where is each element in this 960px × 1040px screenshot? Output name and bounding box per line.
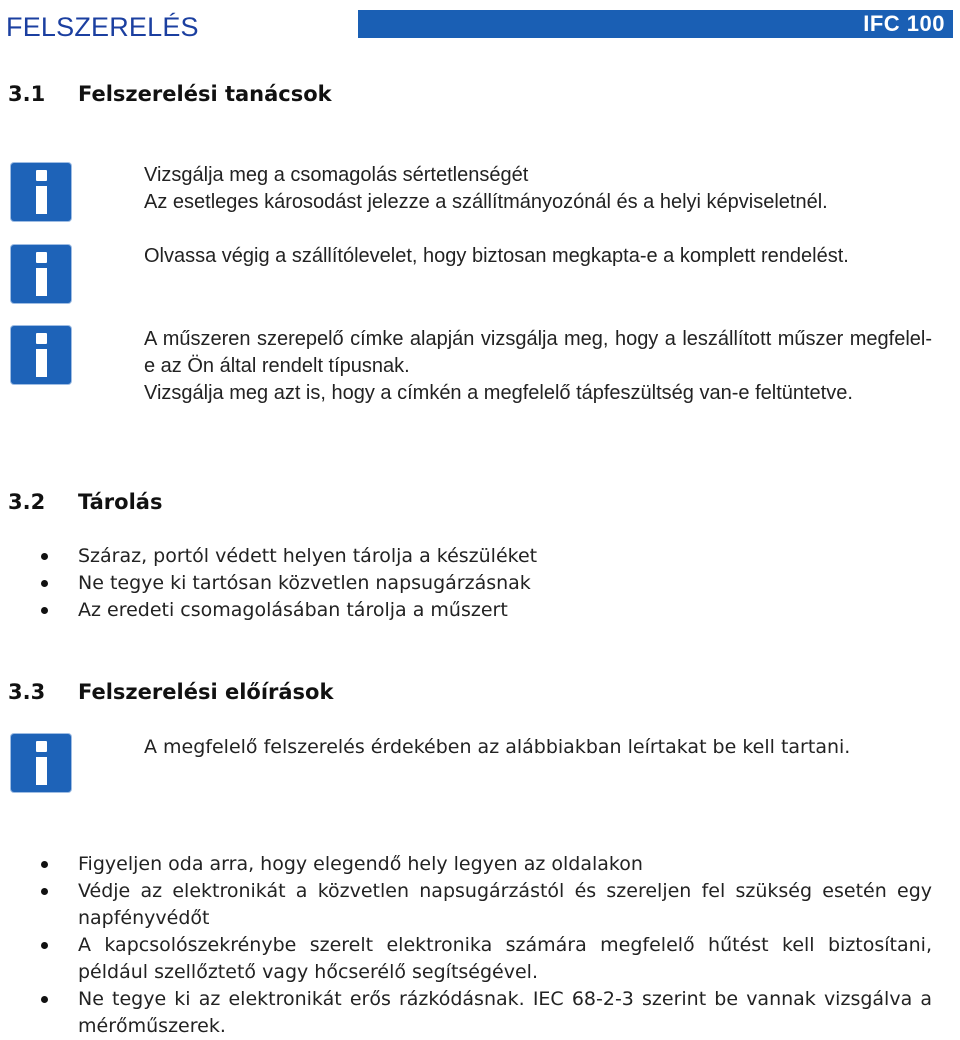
- info-note: [144, 162, 932, 216]
- list-item: Száraz, portól védett helyen tárolja a készüléket: [0, 543, 932, 570]
- info-icon: [11, 326, 71, 384]
- section-number: 3.2: [8, 490, 46, 514]
- list-item: Ne tegye ki tartósan közvetlen napsugárzásnak: [0, 570, 932, 597]
- note-line: Olvassa végig a szállítólevelet, hogy biztosan megkapta-e a komplett rendelést.: [144, 245, 849, 267]
- note-line: Vizsgálja meg azt is, hogy a címkén a megfelelő tápfeszültség van-e feltüntetve.: [144, 382, 853, 404]
- list-item: Az eredeti csomagolásában tárolja a műszert: [0, 597, 932, 624]
- list-item: A kapcsolószekrénybe szerelt elektronika számára megfelelő hűtést kell biztosítani, például szellőztető vagy hőcserélő segítségével.: [0, 932, 932, 986]
- page-title: FELSZERELÉS: [6, 12, 199, 42]
- list-item: Védje az elektronikát a közvetlen napsugárzástól és szereljen fel szükség esetén egy napfényvédőt: [0, 878, 932, 932]
- section-title: Felszerelési tanácsok: [78, 82, 332, 106]
- brand-logo-text: IFC 100: [863, 11, 945, 36]
- info-icon: [11, 163, 71, 221]
- section-number: 3.3: [8, 680, 46, 704]
- info-icon: [11, 245, 71, 303]
- note-line: A megfelelő felszerelés érdekében az alábbiakban leírtakat be kell tartani.: [144, 736, 851, 758]
- info-note: [144, 326, 932, 407]
- info-icon: [11, 734, 71, 792]
- section-title: Tárolás: [78, 490, 163, 514]
- info-note: [144, 734, 932, 761]
- storage-list: [0, 543, 932, 624]
- section-number: 3.1: [8, 82, 46, 106]
- section-heading-3-3: [8, 680, 333, 704]
- section-heading-3-2: [8, 490, 162, 514]
- installation-list: [0, 851, 932, 1040]
- note-line: Vizsgálja meg a csomagolás sértetlenségét: [144, 164, 529, 186]
- note-line: Az esetleges károsodást jelezze a szállítmányozónál és a helyi képviseletnél.: [144, 191, 828, 213]
- section-heading-3-1: [8, 82, 332, 106]
- brand-bar: [358, 10, 953, 38]
- section-title: Felszerelési előírások: [78, 680, 334, 704]
- note-line: A műszeren szerepelő címke alapján vizsgálja meg, hogy a leszállított műszer megfelel-e az Ön által rendelt típusnak.: [144, 328, 932, 377]
- info-note: [144, 243, 932, 270]
- list-item: Figyeljen oda arra, hogy elegendő hely legyen az oldalakon: [0, 851, 932, 878]
- list-item: Ne tegye ki az elektronikát erős rázkódásnak. IEC 68-2-3 szerint be vannak vizsgálva a mérőműszerek.: [0, 986, 932, 1040]
